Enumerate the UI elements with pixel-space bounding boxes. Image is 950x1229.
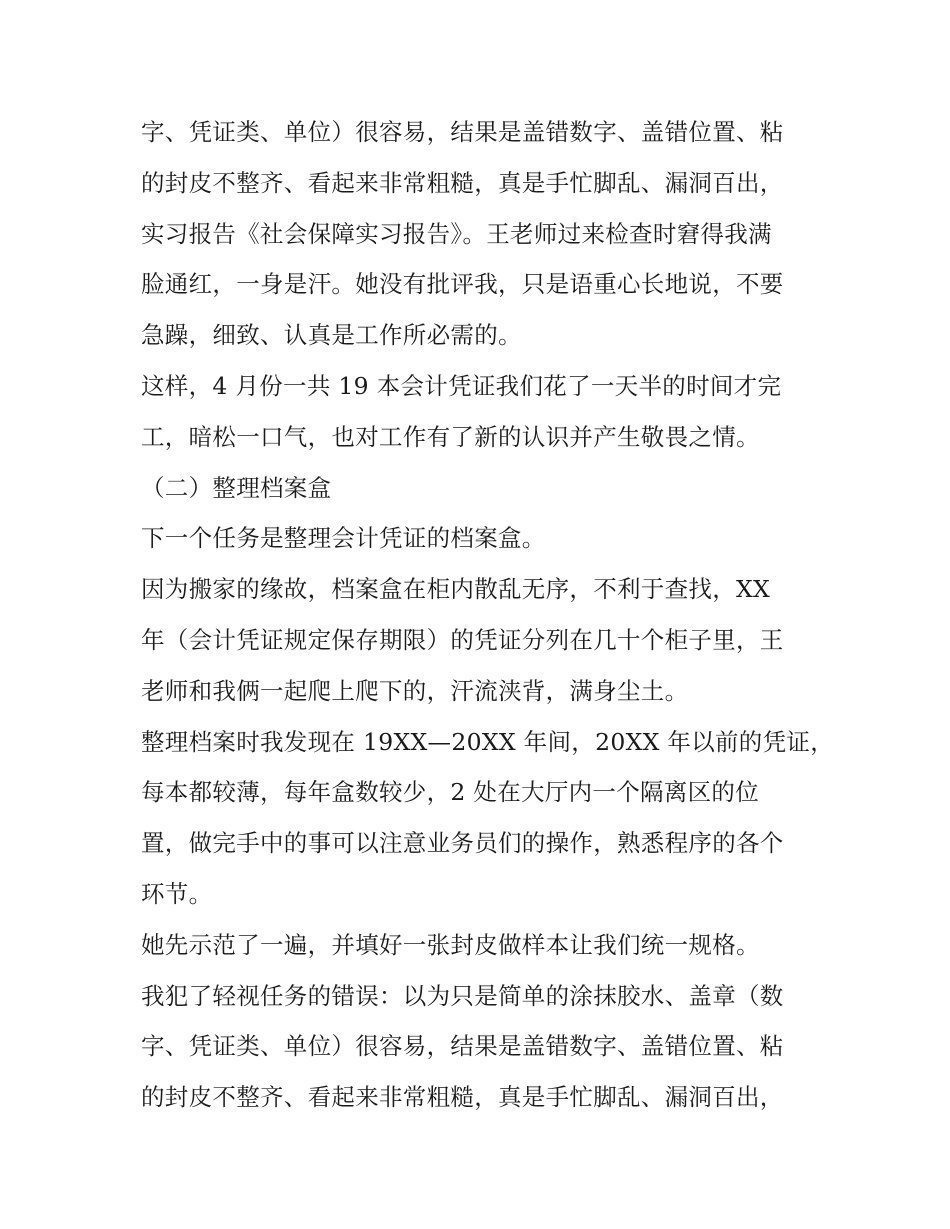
- text-line: 工，暗松一口气，也对工作有了新的认识并产生敬畏之情。: [141, 422, 760, 451]
- text-line: 每本都较薄，每年盒数较少，2 处在大厅内一个隔离区的位: [141, 778, 760, 807]
- text-line: 环节。: [141, 879, 213, 908]
- text-line: 字、凭证类、单位）很容易，结果是盖错数字、盖错位置、粘: [141, 118, 784, 146]
- text-line: 急躁，细致、认真是工作所必需的。: [141, 321, 522, 350]
- text-line: 下一个任务是整理会计凭证的档案盒。: [141, 524, 546, 553]
- text-line: 我犯了轻视任务的错误：以为只是简单的涂抹胶水、盖章（数: [141, 981, 784, 1010]
- text-line: 老师和我俩一起爬上爬下的，汗流浃背，满身尘土。: [141, 676, 689, 705]
- text-line: 字、凭证类、单位）很容易，结果是盖错数字、盖错位置、粘: [141, 1032, 784, 1061]
- text-line: 实习报告《社会保障实习报告》。王老师过来检查时窘得我满: [141, 219, 772, 248]
- text-line: 因为搬家的缘故，档案盒在柜内散乱无序，不利于查找，XX: [141, 575, 771, 604]
- document-body: [141, 107, 834, 1123]
- text-line: 整理档案时我发现在 19XX—20XX 年间，20XX 年以前的凭证，: [141, 727, 834, 756]
- text-line: 脸通红，一身是汗。她没有批评我，只是语重心长地说，不要: [141, 270, 784, 299]
- text-line: 她先示范了一遍，并填好一张封皮做样本让我们统一规格。: [141, 930, 760, 959]
- section-heading: （二）整理档案盒: [141, 473, 332, 502]
- text-line: 年（会计凭证规定保存期限）的凭证分列在几十个柜子里，王: [141, 625, 784, 654]
- text-line: 的封皮不整齐、看起来非常粗糙，真是手忙脚乱、漏洞百出，: [141, 1083, 784, 1112]
- text-line: 的封皮不整齐、看起来非常粗糙，真是手忙脚乱、漏洞百出，: [141, 168, 784, 197]
- text-line: 置，做完手中的事可以注意业务员们的操作，熟悉程序的各个: [141, 829, 784, 858]
- text-line: 这样，4 月份一共 19 本会计凭证我们花了一天半的时间才完: [141, 371, 782, 400]
